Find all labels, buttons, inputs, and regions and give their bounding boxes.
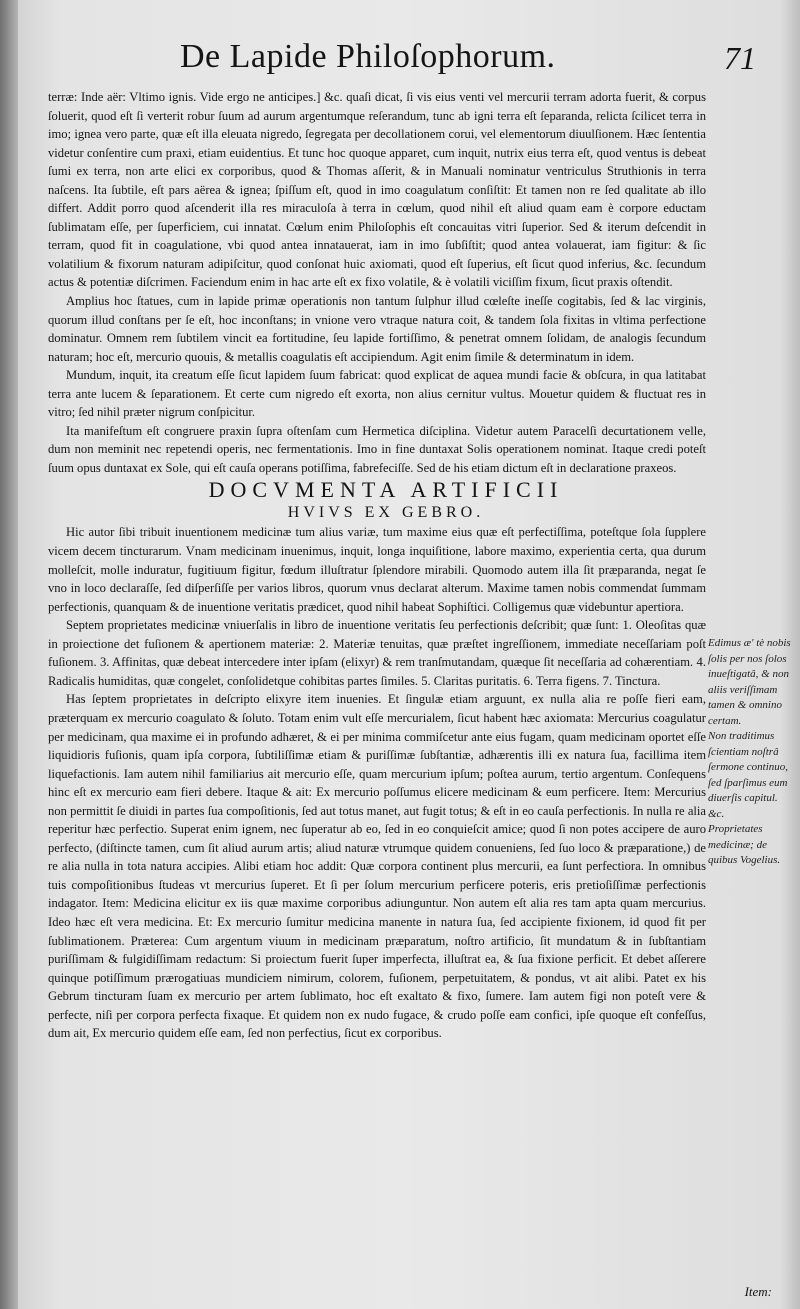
margin-note-item: Proprietates medicinæ; de quibus Vogelius. [708, 823, 781, 866]
margin-note-item: Non traditimus ſcientiam noſtrâ ſermone continuo, ſed ſparſimus eum diuerſis capitul. &c. [708, 730, 789, 820]
page-number: 71 [724, 40, 756, 76]
paragraph: Ita manifeſtum eſt congruere praxin ſupra oſtenſam cum Hermetica diſciplina. Videtur autem Paracelſi decurtationem velle, dum non meminit nec repetendi operis, nec fermentationis. Imo in fine duntaxat Solis operationem nominat. Itaque credi poteſt ſuum opus duntaxat ex Sole, qui eſt cauſa operans potiſſima, fabrefeciſſe. Sed de his etiam dictum eſt in declaratione praxeos. [48, 423, 706, 475]
paragraph: terræ: Inde aër: Vltimo ignis. Vide ergo ne anticipes.] &c. quaſi dicat, ſi vis eius venti vel mercurii terram adorta fuerit, & corpus ſoluerit, quod eſt ſi verterit robur ſuum ad aurum argentumque reſerandum, tunc ab igni terra eſt ſeparanda, relicta ſcilicet terra in imo; ignea vero parte, quæ eſt illa eleuata nigredo, ſegregata per decollationem corui, vel elementorum diuulſionem. Hæc ſententia videtur conſentire cum praxi, etiam euidentius. Et tunc hoc quoque apparet, cum inquit, nutrix eius terra eſt, quod ventus is debeat ſumi ex terra, non arte elici ex corporibus, quod & Thomas aſſerit, & in Manuali nominatur ventriculus Struthionis in terra naſcens. Ita ſubtile, eſt pars aërea & ignea; ſpiſſum eſt, quod in imo coagulatum conſiſtit: Et tamen non re ſed qualitate ab illo differt. Addit porro quod aſcenderit illa res miraculoſa à terra in cœlum, quod nihil eſt aliud quam eam è corpore eductam ſublimatam eſſe, per ſuperficiem, cui innatat. Cœlum enim Philoſophis eſt concauitas vitri ſuperior. Sed & iterum deſcendit in terram, quod fit in coagulatione, vbi quod antea innatauerat, iam in imo ſubſiſtit; quod antea volauerat, iam figitur: & ſic volatilium & fixorum naturam adipiſcitur, quod conſonat huic axiomati, quod eſt ſuperius, eſt ſicut quod inferius, &c. ſecundum actus & potentiæ diſcrimen. Faciendum enim in hac arte eſt ex fixo volatile, & è volatili viciſſim fixum, ſicut praxis oſtendit. [48, 90, 706, 290]
margin-note-item: Edimus æ' tè nobis ſolis per nos ſolos inueſtigatâ, & non aliis veriſſimam tamen & omnino certam. [708, 637, 791, 727]
paragraph: Septem proprietates medicinæ vniuerſalis in libro de inuentione veritatis ſeu perfectionis deſcribit; quæ ſunt: 1. Oleoſitas quæ in proiectione det fuſionem & apertionem materiæ: 2. Materiæ tenuitas, quæ præſtet ingreſſionem, immediate neceſſariam poſt fuſionem. 3. Affinitas, quæ debeat intercedere inter ipſam (elixyr) & rem tranſmutandam, quæque ſit neceſſaria ad cohærentiam. 4. Radicalis humiditas, quæ congelet, conſolidetque cohibitas partes ſimiles. 5. Claritas puritatis. 6. Terra figens. 7. Tinctura. [48, 618, 706, 688]
section-subtitle: HVIVS EX GEBRO. [287, 504, 485, 522]
marginal-gloss [708, 636, 794, 869]
catchword: Item: [744, 1284, 772, 1299]
paragraph: Has ſeptem proprietates in deſcripto elixyre item inuenies. Et ſingulæ etiam arguunt, ex nulla alia re poſſe fieri eam, præterquam ex mercurio coagulato & ſoluto. Totam enim vult eſſe mercurialem, ſicut habent hæc axiomata: Mercurius coagulatur per medicinam, qua maxime ei in profundo adhæret, & ei per minima commiſcetur ante eius fugam, quam medicinam oportet eſſe liquidioris fuſionis, quam ipſa corpora, ſubtiliſſimæ etiam & puriſſimæ ſubſtantiæ, adhærentis illi ex natura ſua, facillima item liquefactionis. Iam autem nihil familiarius ait mercurio eſſe, quam mercurium ipſum; poſtea aurum, tertio argentum. Conſequens hinc eſt ex mercurio eam fieri debere. Itaque & ait: Ex mercurio poſſumus elicere medicinam & eum perficere. Item: Mercurius non permittit ſe diuidi in partes ſua compoſitionis, ſed aut totus manet, aut fugit totus; & eſt in eo cauſa perfectionis. In nulla re alia reperitur hæc perfectio. Superat enim ignem, nec ſuperatur ab eo, ſed in eo conquieſcit amice; quod ſi non potes accipere de auro perfecto, (diſtincte tamen, cum ſit aliud aurum artis; aliud naturæ vtrumque quidem conueniens, ſed ſuo loco & præparatione,) de re alia nulla in tota natura accipies. Alibi etiam hoc addit: Quæ corpora continent plus mercurii, ea ſunt perfectiora. In omnibus tuis compoſitionibus ſtudeas vt mercurius ſuperet. Et ſi per ſolum mercurium perficere poteris, eris pretioſiſſimæ perfectionis indagator. Item: Medicina elicitur ex iis quæ maxime corporibus adiunguntur. Non autem eſt alia res tam apta quam mercurius. Ideo hæc eſt vera medicina. Et: Ex mercurio ſumitur medicina manente in natura ſua, ſed accipiente fixionem, id quod fit per ſublimationem. Præterea: Cum argentum viuum in medicinam præparatum, noſtro artificio, ſit mundatum & in ſubſtantiam puriſſimam & fulgidiſſimam redactum: Si proiectum fuerit ſuper imperfecta, illuſtrat ea, & ſua fixione perficit. Et debet aſſerere quinque potiſſimum prærogatiuas mundiciem nimirum, colorem, fuſionem, perpetuitatem, & pondus, vt ait alibi. Patet ex his Gebrum tincturam ſuam ex mercurio per artem ſublimato, hoc eſt exaltato & fixo, ſumere. Iam autem figi non poteſt vere & perfecte, niſi per corpora perfecta fixaque. Et quidem non ex nudo fugace, & crudo poſſe eam confici, ipſe quoque eſt confeſſus, dum ait, Ex mercurio quidem eſſe eam, ſed non perfectius, ſicut ex corporibus. [48, 692, 706, 1041]
section-title: DOCVMENTA ARTIFICII [208, 477, 564, 503]
paragraph: Amplius hoc ſtatues, cum in lapide primæ operationis non tantum ſulphur illud cœleſte ineſſe cogitabis, ſed & lac virginis, quorum illud conſtans per ſe eſt, hoc inconſtans; in vnione vero vtraque natura coit, & tandem ſola fixitas in vltima perfectione dominatur. Omnem rem ſubtilem vincit ea fortitudine, ſeu lapide fortiſſimo, & penetrat omnem ſolidam, de analogis ſecundum naturam; hoc eſt, mercurio quouis, & metallis coagulatis eſt accipiendum. Agit enim ſimile & determinatum in idem. [48, 294, 706, 364]
running-head: De Lapide Philoſophorum. [180, 38, 556, 75]
main-text-block [48, 88, 706, 1043]
paragraph: Hic autor ſibi tribuit inuentionem medicinæ tum alius variæ, tum maxime eius quæ eſt perfectiſſima, poteſtque ſola ſupplere vicem decem tincturarum. Vnam medicinam inuenimus, inquit, longa inquiſitione, labore maximo, experientia certa, qua durum molleſcit, molle induratur, fugitiuum figitur, fœdum illuſtratur ſplendore mirabili. Quomodo autem illa ſit præparanda, negat ſe vno in loco declaraſſe, ſed diſperſiſſe per varios libros, quorum vnus declarat alterum. Maxime tamen nobis commendat ſummam perfectionis, quanquam & de inuentione veritatis prædicet, quod nihil habeat Sophiſtici. Colligemus quæ videbuntur apertiora. [48, 525, 706, 614]
page-header [0, 38, 800, 86]
paragraph: Mundum, inquit, ita creatum eſſe ſicut lapidem ſuum fabricat: quod explicat de aquea mundi facie & obſcura, in qua latitabat terra ante lucem & ſeparationem. Et certe cum nigredo eſt exorta, non alius cernitur vultus. Mouetur quidem & fluctuat res in vitro; ſed nihil præter nigrum conſpicitur. [48, 368, 706, 420]
page-gutter-shadow [0, 0, 18, 1309]
